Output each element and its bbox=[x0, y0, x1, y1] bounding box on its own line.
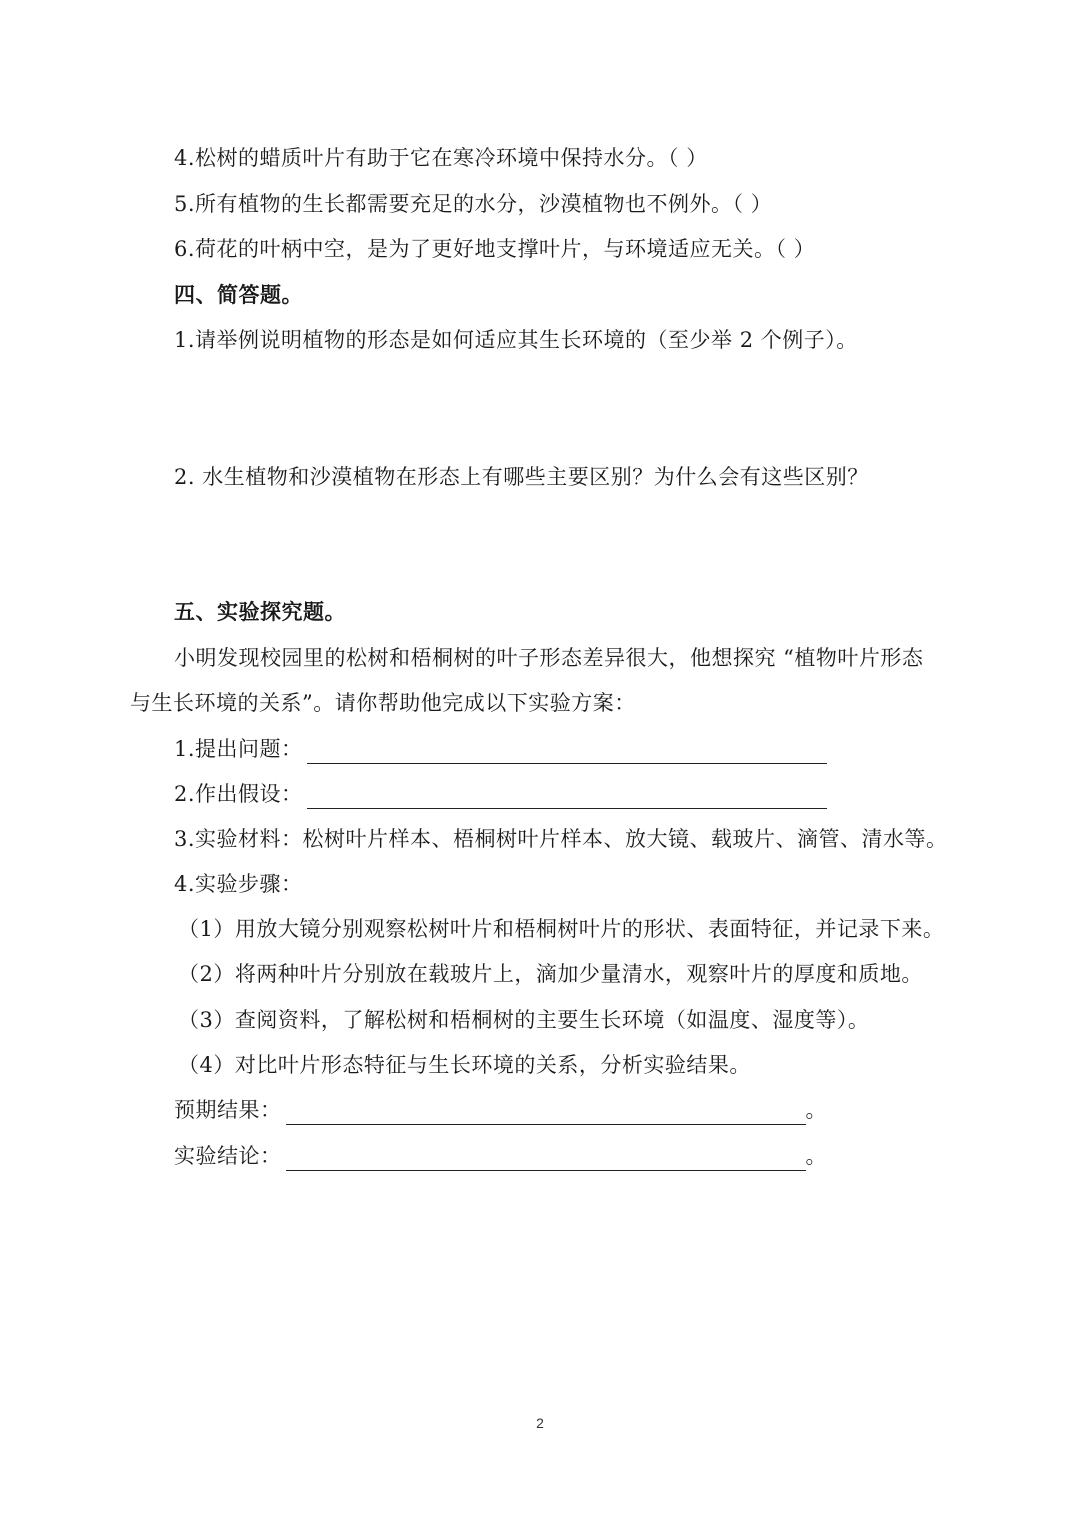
step-1: （1）用放大镜分别观察松树叶片和梧桐树叶片的形状、表面特征，并记录下来。 bbox=[178, 917, 945, 941]
experiment-heading: 五、实验探究题。 bbox=[174, 600, 346, 624]
hypothesis-row bbox=[174, 779, 827, 809]
short-answer-question-1: 1.请举例说明植物的形态是如何适应其生长环境的（至少举 2 个例子）。 bbox=[174, 328, 858, 352]
true-false-item-4: 4.松树的蜡质叶片有助于它在寒冷环境中保持水分。（ ） bbox=[174, 146, 708, 170]
expected-result-label: 预期结果： bbox=[174, 1098, 282, 1122]
conclusion-blank[interactable] bbox=[286, 1148, 806, 1171]
conclusion-end-mark: 。 bbox=[805, 1144, 827, 1168]
hypothesis-label: 2.作出假设： bbox=[174, 782, 303, 806]
step-4: （4）对比叶片形态特征与生长环境的关系，分析实验结果。 bbox=[178, 1053, 751, 1077]
experiment-intro-line-1: 小明发现校园里的松树和梧桐树的叶子形态差异很大，他想探究 “植物叶片形态 bbox=[174, 646, 924, 670]
question-row bbox=[174, 734, 827, 764]
expected-result-end-mark: 。 bbox=[805, 1098, 827, 1122]
question-answer-blank[interactable] bbox=[307, 741, 827, 764]
true-false-item-6: 6.荷花的叶柄中空，是为了更好地支撑叶片，与环境适应无关。（ ） bbox=[174, 237, 816, 261]
page-number: 2 bbox=[536, 1415, 544, 1431]
true-false-item-5: 5.所有植物的生长都需要充足的水分，沙漠植物也不例外。（ ） bbox=[174, 192, 773, 216]
question-label: 1.提出问题： bbox=[174, 737, 303, 761]
steps-label: 4.实验步骤： bbox=[174, 872, 303, 896]
step-2: （2）将两种叶片分别放在载玻片上，滴加少量清水，观察叶片的厚度和质地。 bbox=[178, 962, 923, 986]
expected-result-blank[interactable] bbox=[286, 1102, 806, 1125]
experiment-intro-line-2: 与生长环境的关系”。请你帮助他完成以下实验方案： bbox=[130, 691, 636, 715]
short-answer-question-2: 2. 水生植物和沙漠植物在形态上有哪些主要区别？为什么会有这些区别？ bbox=[174, 465, 869, 489]
short-answer-heading: 四、简答题。 bbox=[174, 283, 303, 307]
materials-text: 3.实验材料：松树叶片样本、梧桐树叶片样本、放大镜、载玻片、滴管、清水等。 bbox=[174, 827, 948, 851]
step-3: （3）查阅资料，了解松树和梧桐树的主要生长环境（如温度、湿度等）。 bbox=[178, 1008, 870, 1032]
conclusion-row bbox=[174, 1141, 827, 1171]
expected-result-row bbox=[174, 1095, 827, 1125]
hypothesis-answer-blank[interactable] bbox=[307, 786, 827, 809]
conclusion-label: 实验结论： bbox=[174, 1144, 282, 1168]
